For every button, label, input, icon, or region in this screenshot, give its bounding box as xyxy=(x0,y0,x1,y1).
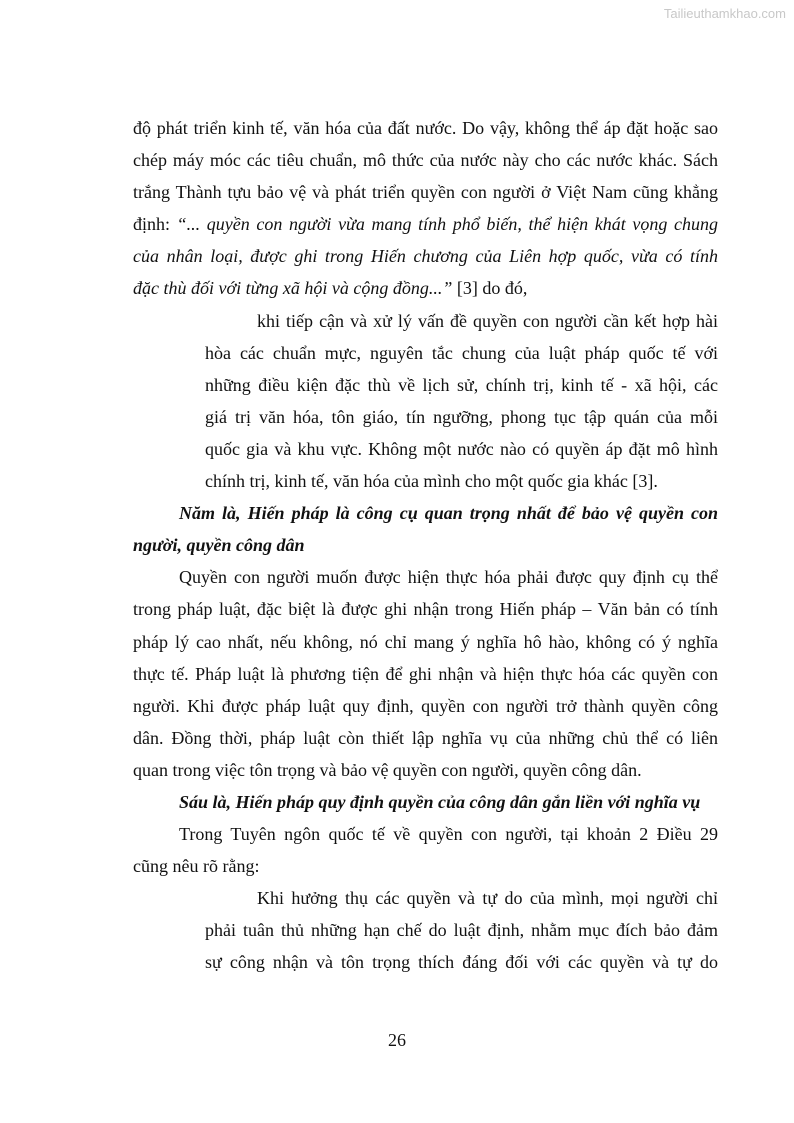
text-line xyxy=(133,529,718,561)
text-line xyxy=(179,818,718,850)
text-line xyxy=(133,722,718,754)
text-line xyxy=(205,433,718,465)
body-text: chính trị, kinh tế, văn hóa của mình cho một quốc gia khác [3]. xyxy=(205,471,658,492)
quote-text: đặc thù đối với từng xã hội và cộng đồng...” xyxy=(133,278,453,299)
text-line xyxy=(257,882,718,914)
document-body xyxy=(133,112,718,979)
body-text: người. Khi được pháp luật quy định, quyền con người trở thành quyền công xyxy=(133,695,718,716)
text-line xyxy=(133,112,718,144)
body-text: những điều kiện đặc thù về lịch sử, chính trị, kinh tế - xã hội, các xyxy=(205,374,718,395)
text-line xyxy=(205,369,718,401)
body-text: dân. Đồng thời, pháp luật còn thiết lập nghĩa vụ của những chủ thể có liên xyxy=(133,727,718,748)
body-text: thực tế. Pháp luật là phương tiện để ghi nhận và hiện thực hóa các quyền con xyxy=(133,663,718,684)
body-text: quan trong việc tôn trọng và bảo vệ quyền con người, quyền công dân. xyxy=(133,759,642,780)
text-line xyxy=(179,497,718,529)
body-text: Quyền con người muốn được hiện thực hóa phải được quy định cụ thể xyxy=(179,567,718,588)
body-text: pháp lý cao nhất, nếu không, nó chỉ mang ý nghĩa hô hào, không có ý nghĩa xyxy=(133,631,718,652)
text-line xyxy=(133,176,718,208)
text-line xyxy=(257,305,718,337)
text-line xyxy=(133,240,718,272)
text-line xyxy=(133,690,718,722)
page-number: 26 xyxy=(388,1030,406,1050)
watermark: Tailieuthamkhao.com xyxy=(663,6,786,21)
body-text: độ phát triển kinh tế, văn hóa của đất nước. Do vậy, không thể áp đặt hoặc sao xyxy=(133,118,718,138)
body-text: quốc gia và khu vực. Không một nước nào có quyền áp đặt mô hình xyxy=(205,438,718,459)
text-line xyxy=(133,272,718,304)
body-text: trong pháp luật, đặc biệt là được ghi nhận trong Hiến pháp – Văn bản có tính xyxy=(133,599,718,620)
body-text: giá trị văn hóa, tôn giáo, tín ngưỡng, phong tục tập quán của mỗi xyxy=(205,406,718,427)
body-text: định: xyxy=(133,214,177,235)
text-line xyxy=(133,208,718,240)
text-line xyxy=(133,658,718,690)
text-line xyxy=(133,144,718,176)
quote-text: “... quyền con người vừa mang tính phổ biến, thể hiện khát vọng chung xyxy=(176,214,718,235)
section-heading-text: người, quyền công dân xyxy=(133,535,305,556)
quote-text: của nhân loại, được ghi trong Hiến chương của Liên hợp quốc, vừa có tính xyxy=(133,246,718,267)
body-text: chép máy móc các tiêu chuẩn, mô thức của nước này cho các nước khác. Sách xyxy=(133,150,718,171)
text-line xyxy=(205,465,718,497)
body-text: Trong Tuyên ngôn quốc tế về quyền con người, tại khoản 2 Điều 29 xyxy=(179,824,718,845)
section-heading-text: Năm là, Hiến pháp là công cụ quan trọng nhất để bảo vệ quyền con xyxy=(179,503,718,524)
body-text: cũng nêu rõ rằng: xyxy=(133,856,260,877)
body-text: [3] do đó, xyxy=(452,278,528,299)
body-text: khi tiếp cận và xử lý vấn đề quyền con người cần kết hợp hài xyxy=(257,310,718,331)
text-line xyxy=(133,593,718,625)
body-text: phải tuân thủ những hạn chế do luật định, nhằm mục đích bảo đảm xyxy=(205,920,718,941)
text-line xyxy=(179,786,718,818)
text-line xyxy=(133,626,718,658)
text-line xyxy=(205,946,718,978)
body-text: Khi hưởng thụ các quyền và tự do của mình, mọi người chỉ xyxy=(257,888,718,909)
body-text: sự công nhận và tôn trọng thích đáng đối với các quyền và tự do xyxy=(205,952,718,973)
text-line xyxy=(205,337,718,369)
text-line xyxy=(205,914,718,946)
text-line xyxy=(133,850,718,882)
text-line xyxy=(133,754,718,786)
body-text: trắng Thành tựu bảo vệ và phát triển quyền con người ở Việt Nam cũng khẳng xyxy=(133,182,718,203)
text-line xyxy=(205,401,718,433)
text-line xyxy=(179,561,718,593)
section-heading-text: Sáu là, Hiến pháp quy định quyền của công dân gắn liền với nghĩa vụ xyxy=(179,791,701,812)
body-text: hòa các chuẩn mực, nguyên tắc chung của luật pháp quốc tế với xyxy=(205,342,718,363)
